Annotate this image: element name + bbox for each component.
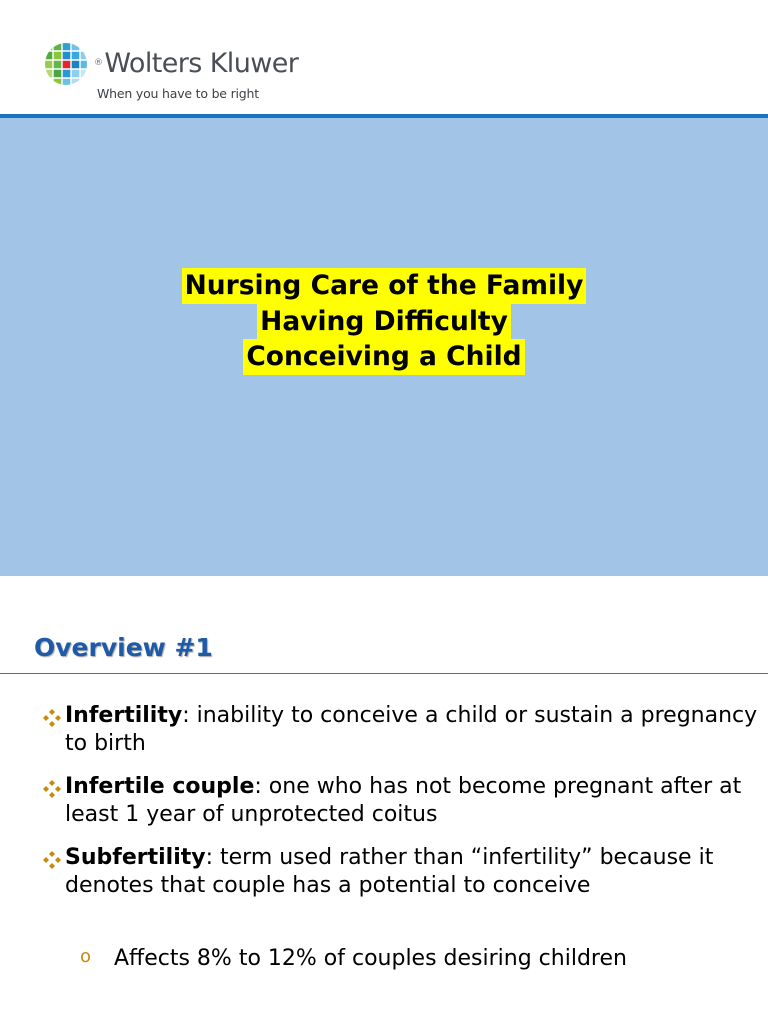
diamond-bullet-icon bbox=[42, 708, 62, 728]
slide-title-line: Nursing Care of the Family bbox=[182, 268, 587, 304]
bullet-term: Infertility bbox=[65, 703, 183, 728]
circle-bullet-icon: o bbox=[80, 946, 92, 967]
overview-heading: Overview #1 bbox=[34, 633, 213, 662]
brand-tagline: When you have to be right bbox=[97, 86, 259, 101]
wolters-kluwer-globe-icon bbox=[44, 42, 88, 86]
diamond-bullet-icon bbox=[42, 779, 62, 799]
slide-header bbox=[0, 0, 768, 114]
bullet-definition: : inability to conceive a child or sustain a pregnancy to birth bbox=[65, 703, 758, 756]
slide-title-line: Conceiving a Child bbox=[243, 339, 524, 375]
overview-divider bbox=[0, 673, 768, 674]
bullet-definition: : term used rather than “infertility” because it denotes that couple has a potential to conceive bbox=[65, 845, 714, 898]
bullet-item bbox=[40, 702, 760, 758]
trademark-symbol: ® bbox=[94, 57, 103, 68]
bullet-definition: : one who has not become pregnant after at least 1 year of unprotected coitus bbox=[65, 774, 742, 827]
sub-bullet-text: Affects 8% to 12% of couples desiring children bbox=[114, 946, 627, 971]
sub-bullet-item bbox=[40, 945, 740, 973]
slide-title-line: Having Difficulty bbox=[257, 304, 511, 340]
bullet-term: Subfertility bbox=[65, 845, 206, 870]
bullet-term: Infertile couple bbox=[65, 774, 255, 799]
slide-title bbox=[0, 268, 768, 375]
diamond-bullet-icon bbox=[42, 850, 62, 870]
bullet-item bbox=[40, 773, 760, 829]
bullet-item bbox=[40, 844, 760, 900]
brand-name bbox=[94, 47, 298, 82]
brand-name-text: Wolters Kluwer bbox=[104, 48, 299, 79]
